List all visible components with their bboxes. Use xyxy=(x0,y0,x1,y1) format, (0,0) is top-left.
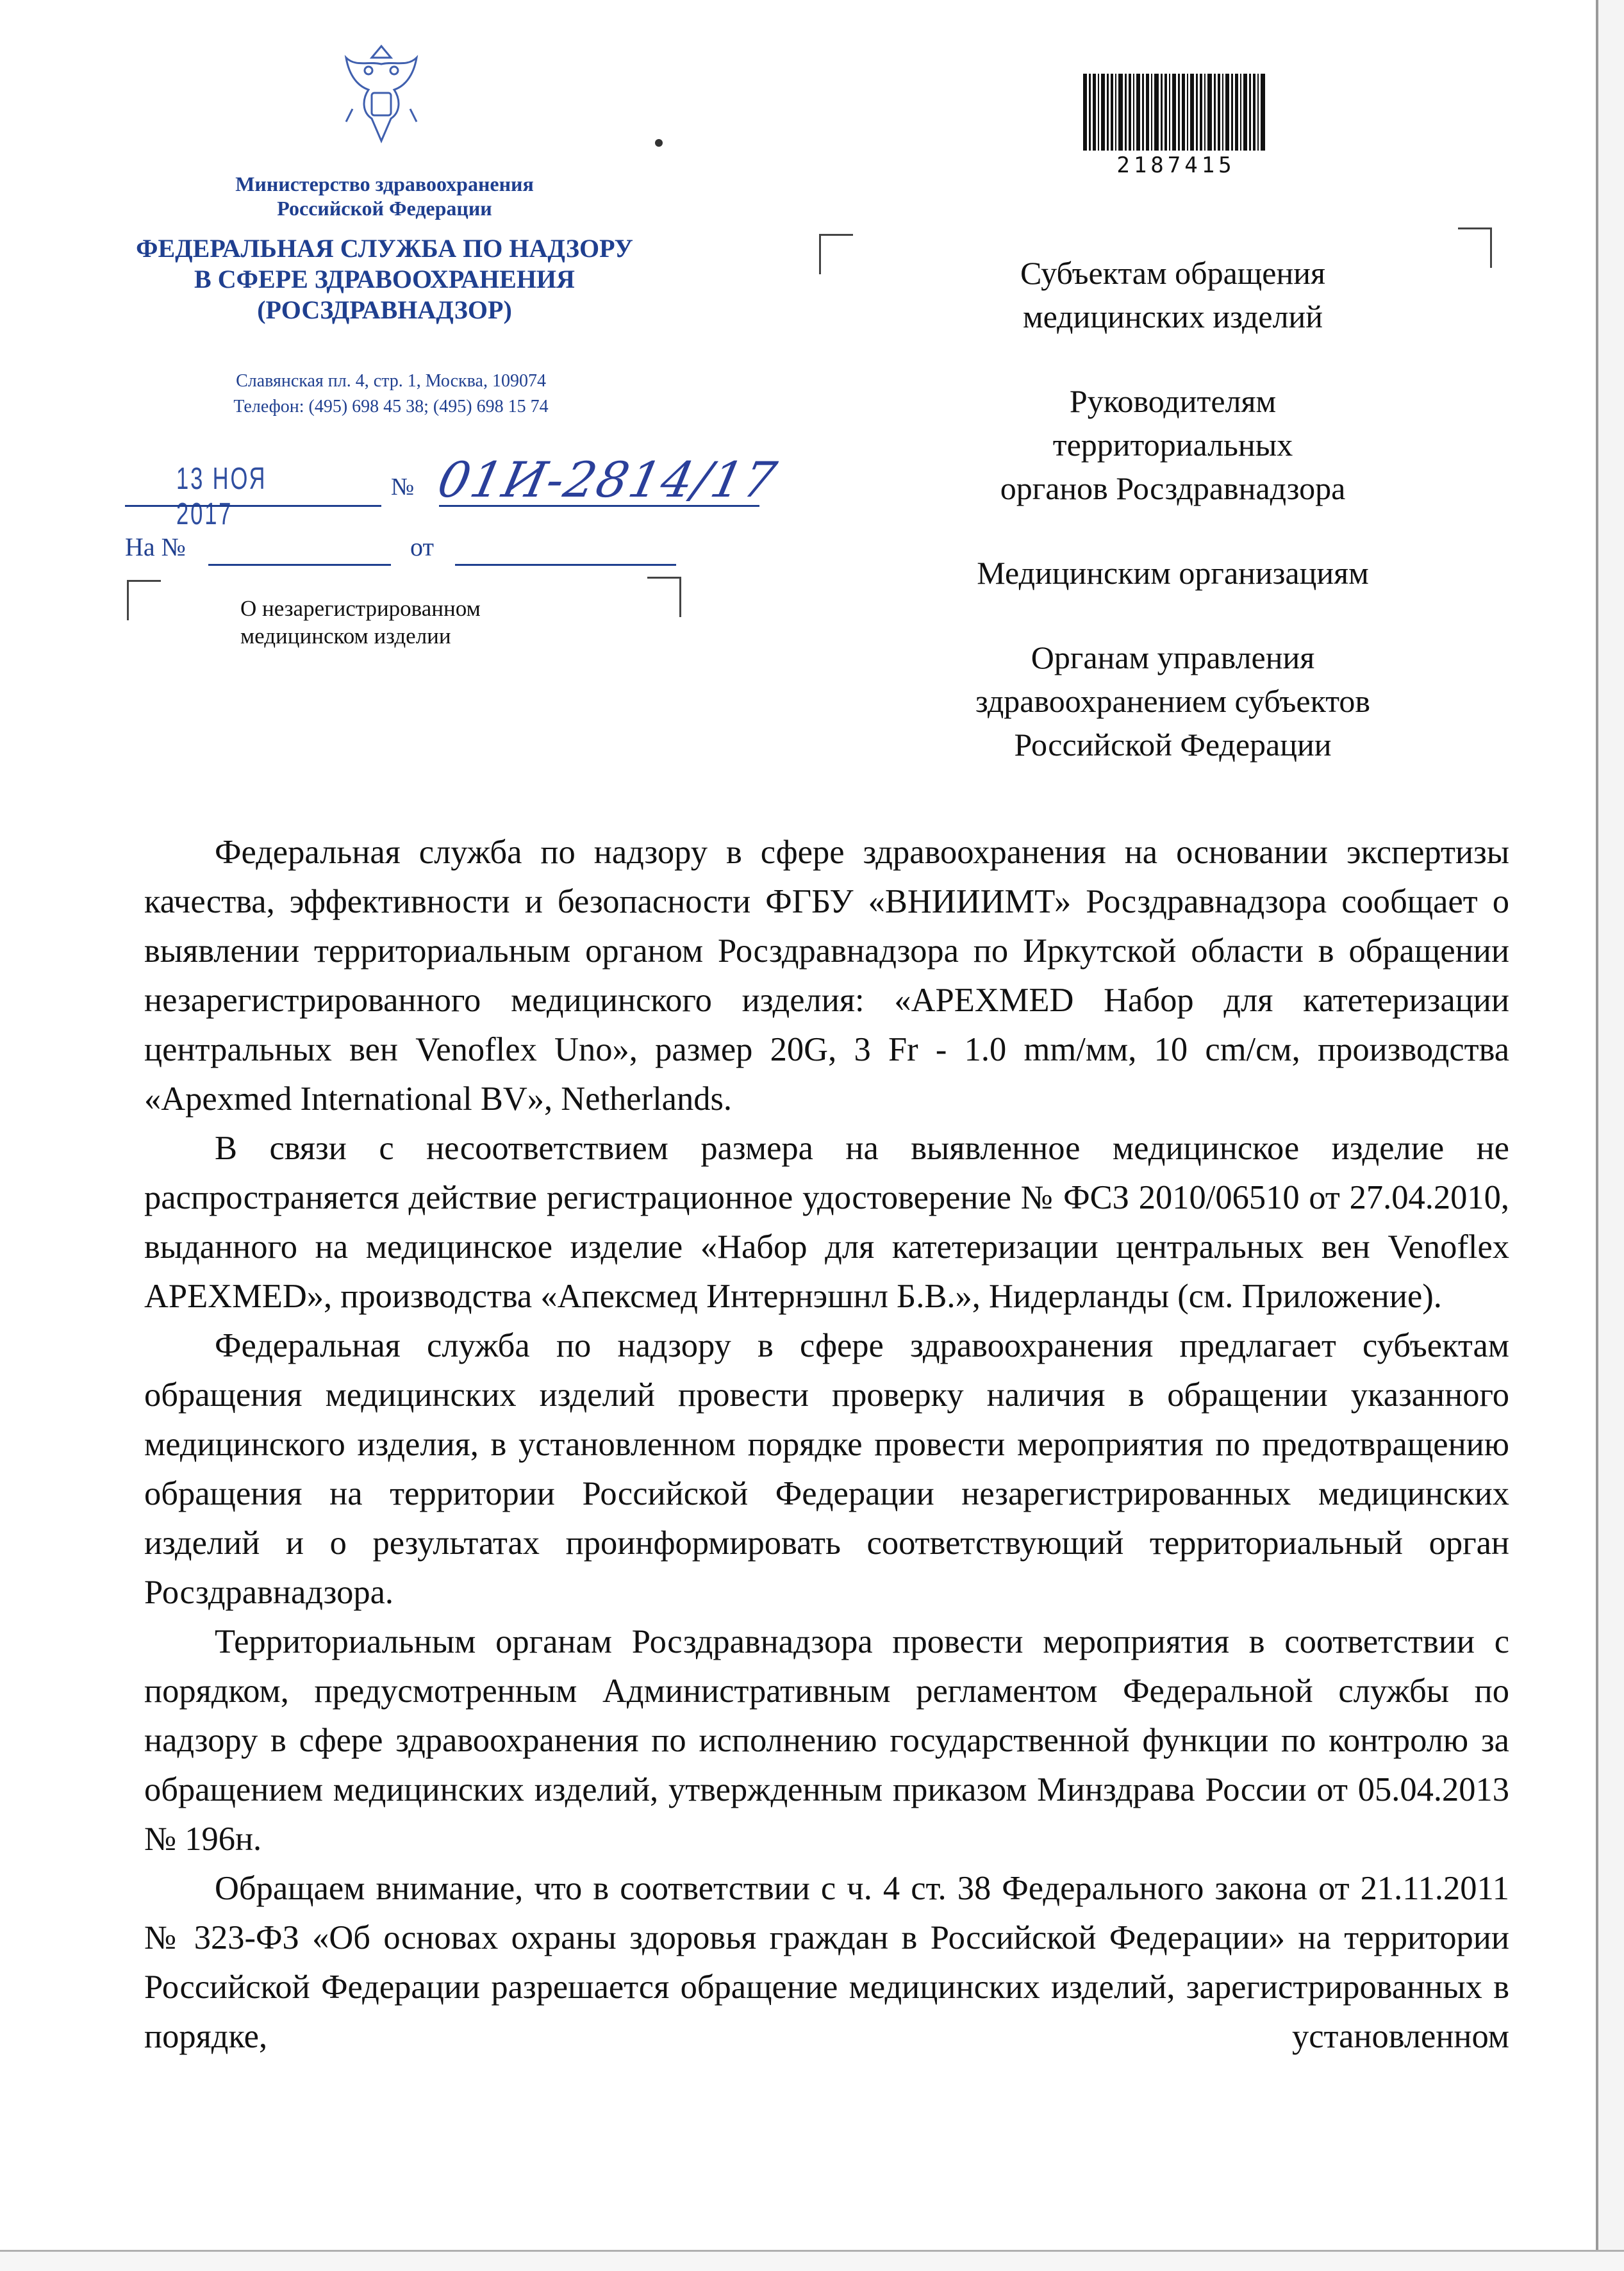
number-label: № xyxy=(391,474,415,500)
reference-number-label: На № xyxy=(125,533,186,561)
reference-date-label: от xyxy=(410,533,434,561)
subject-bracket-left xyxy=(127,580,161,620)
addressee-4-line-2: здравоохранением субъектов xyxy=(975,683,1371,719)
addressee-3 xyxy=(884,551,1461,595)
addressee-2-line-3: органов Росздравнадзора xyxy=(1000,470,1346,506)
body-paragraph-2: В связи с несоответствием размера на выявленное медицинское изделие не распространяется действие регистрационное удостоверение № ФСЗ 2010/06510 от 27.04.2010, выданного на медицинское изделие «Набор для катетеризации центральных вен Venoflex APEXMED», производства «Апексмед Интернэшнл Б.В.», Нидерланды (см. Приложение). xyxy=(144,1130,1509,1315)
addressee-block xyxy=(884,251,1461,766)
agency-address: Славянская пл. 4, стр. 1, Москва, 109074 xyxy=(236,371,546,391)
addressee-4-line-1: Органам управления xyxy=(1031,640,1315,675)
ink-dot xyxy=(655,139,663,147)
service-line-3: (РОСЗДРАВНАДЗОР) xyxy=(257,295,512,324)
scan-edge-right xyxy=(1596,0,1624,2271)
agency-contacts xyxy=(154,368,628,420)
barcode-number: 2187415 xyxy=(1116,153,1236,178)
reference-number-blank xyxy=(208,564,391,566)
addressee-bracket-right xyxy=(1458,227,1492,268)
registration-number: 01И-2814/17 xyxy=(433,451,783,508)
addressee-2-line-2: территориальных xyxy=(1052,427,1293,463)
addressee-2 xyxy=(884,379,1461,510)
letter-body xyxy=(144,828,1509,2061)
body-paragraph-5: Обращаем внимание, что в соответствии с ч. 4 ст. 38 Федерального закона от 21.11.2011 № 323-ФЗ «Об основах охраны здоровья граждан в Российской Федерации» на территории Российской Федерации разрешается обращение медицинских изделий, зарегистрированных в порядке, установленном xyxy=(144,1870,1509,2055)
addressee-1 xyxy=(884,251,1461,338)
reference-row xyxy=(125,525,702,564)
subject-bracket-right xyxy=(647,577,681,617)
reference-date-blank xyxy=(455,564,676,566)
coat-of-arms-icon xyxy=(333,38,429,147)
registration-row xyxy=(125,451,783,531)
agency-phone: Телефон: (495) 698 45 38; (495) 698 15 74 xyxy=(233,397,549,417)
ministry-line-1: Министерство здравоохранения xyxy=(235,172,534,195)
registration-date-stamp: 13 НОЯ 2017 xyxy=(176,462,267,531)
body-paragraph-3: Федеральная служба по надзору в сфере здравоохранения предлагает субъектам обращения медицинских изделий провести проверку наличия в обращении указанного медицинского изделия, в установленном порядке провести мероприятия по предотвращению обращения на территории Российской Федерации незарегистрированных медицинских изделий и о результатах проинформировать соответствующий территориальный орган Росздравнадзора. xyxy=(144,1327,1509,1611)
addressee-4 xyxy=(884,636,1461,766)
date-underline xyxy=(125,505,381,507)
addressee-bracket-left xyxy=(819,234,853,274)
body-paragraph-1: Федеральная служба по надзору в сфере здравоохранения на основании экспертизы качества, эффективности и безопасности ФГБУ «ВНИИИМТ» Росздравнадзора сообщает о выявлении территориальным органом Росздравнадзора по Иркутской области в обращении незарегистрированного медицинского изделия: «APEXMED Набор для катетеризации центральных вен Venoflex Uno», размер 20G, 3 Fr - 1.0 mm/мм, 10 cm/см, производства «Apexmed International BV», Netherlands. xyxy=(144,834,1509,1118)
number-underline xyxy=(439,505,759,507)
addressee-2-line-1: Руководителям xyxy=(1069,383,1277,419)
barcode xyxy=(1083,74,1269,157)
subject-line-1: О незарегистрированном xyxy=(240,596,481,621)
scan-edge-bottom xyxy=(0,2250,1624,2271)
addressee-1-line-1: Субъектам обращения xyxy=(1020,255,1325,291)
ministry-line-2: Российской Федерации xyxy=(277,197,492,220)
addressee-3-line-1: Медицинским организациям xyxy=(977,555,1369,591)
agency-header xyxy=(96,172,673,326)
subject-line-2: медицинском изделии xyxy=(240,623,451,648)
addressee-4-line-3: Российской Федерации xyxy=(1014,727,1332,763)
addressee-1-line-2: медицинских изделий xyxy=(1022,299,1323,334)
service-line-2: В СФЕРЕ ЗДРАВООХРАНЕНИЯ xyxy=(194,265,575,293)
service-line-1: ФЕДЕРАЛЬНАЯ СЛУЖБА ПО НАДЗОРУ xyxy=(136,234,633,263)
letter-subject xyxy=(240,595,599,650)
body-paragraph-4: Территориальным органам Росздравнадзора провести мероприятия в соответствии с порядком, предусмотренным Административным регламентом Федеральной службы по надзору в сфере здравоохранения по исполнению государственной функции по контролю за обращением медицинских изделий, утвержденным приказом Минздрава России от 05.04.2013 № 196н. xyxy=(144,1623,1509,1858)
